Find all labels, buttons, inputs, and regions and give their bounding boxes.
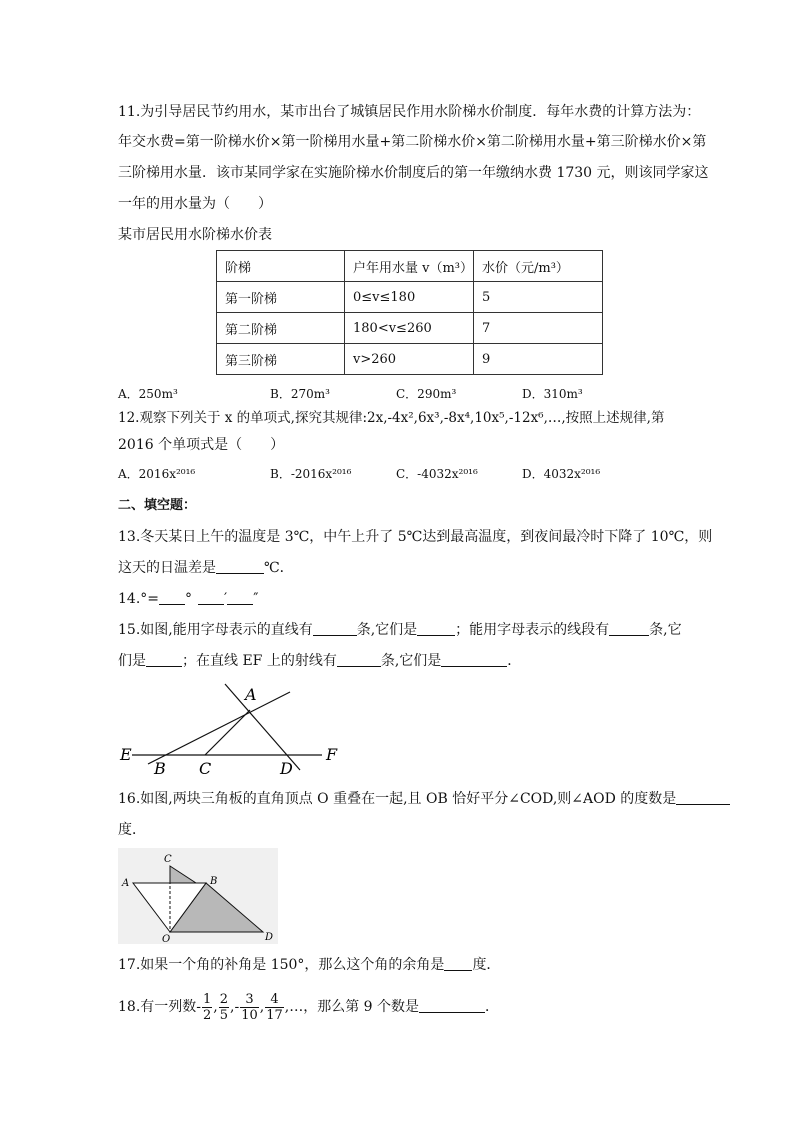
answer-blank[interactable] [441, 652, 507, 667]
point-label-a: A [122, 878, 130, 889]
q12-option-c: C．-4032x²⁰¹⁶ [396, 467, 478, 481]
fraction [202, 992, 212, 1023]
fraction-denominator: 2 [203, 1007, 212, 1023]
q15-figure [110, 680, 350, 780]
q13-line-2 [118, 558, 294, 578]
q18-end: ． [485, 999, 500, 1015]
point-label-c: C [199, 759, 212, 778]
q14-text: 14.°= [118, 591, 159, 607]
table-header-row [217, 251, 603, 282]
q16-figure [118, 848, 278, 944]
q13-unit: ℃． [264, 560, 294, 576]
point-label-c: C [164, 854, 172, 865]
q15-text: 条,它们是 [380, 653, 442, 669]
q11-option-b: B．270m³ [270, 387, 330, 401]
table-title: 某市居民用水阶梯水价表 [118, 227, 272, 243]
answer-blank[interactable] [676, 790, 730, 805]
answer-blank[interactable] [417, 621, 455, 636]
q15-text: 条,它 [649, 622, 682, 638]
table-row [217, 344, 603, 375]
q13-text: 这天的日温差是 [118, 560, 216, 576]
q15-text: 条,它们是 [356, 622, 418, 638]
q12-line-2: 2016 个单项式是（ ） [118, 437, 285, 453]
answer-blank[interactable] [159, 590, 185, 605]
q12-line-1: 12.观察下列关于 x 的单项式,探究其规律:2x,-4x²,6x³,-8x⁴,10x⁵,-12x⁶,…,按照上述规律,第 [118, 410, 665, 426]
q11-line-1: 11.为引导居民节约用水，某市出台了城镇居民作用水阶梯水价制度．每年水费的计算方法为： [118, 104, 701, 120]
point-label-o: O [162, 934, 171, 944]
q16-line-2: 度． [118, 822, 146, 838]
segment-ac [205, 710, 250, 755]
answer-blank[interactable] [419, 998, 485, 1013]
answer-blank[interactable] [216, 559, 264, 574]
minute-mark: ′ [224, 591, 228, 607]
fraction-numerator: 3 [240, 992, 259, 1008]
answer-blank[interactable] [444, 956, 472, 971]
q13-line-1: 13.冬天某日上午的温度是 3℃，中午上升了 5℃达到最高温度，到夜间最冷时下降了 10℃，则 [118, 529, 713, 545]
q12-option-a: A．2016x²⁰¹⁶ [118, 467, 196, 481]
q12-option-d: D．4032x²⁰¹⁶ [522, 467, 601, 481]
q15-text: ；能用字母表示的线段有 [455, 622, 610, 638]
q16-line-1 [118, 789, 730, 809]
fraction-numerator: 1 [203, 991, 212, 1007]
answer-blank[interactable] [337, 652, 381, 667]
q18-text: ，那么第 9 个数是 [303, 999, 420, 1015]
table-cell: 180<v≤260 [345, 313, 474, 344]
q15-text: ；在直线 EF 上的射线有 [182, 653, 337, 669]
table-row [217, 282, 603, 313]
table-header-cell: 阶梯 [217, 251, 345, 282]
q18-text: 18.有一列数 [118, 999, 197, 1015]
fraction-numerator: 4 [265, 992, 284, 1008]
q11-line-3: 三阶梯用水量．该市某同学家在实施阶梯水价制度后的第一年缴纳水费 1730 元，则该同学家这 [118, 165, 709, 181]
q11-line-4: 一年的用水量为（ ） [118, 196, 272, 212]
answer-blank[interactable] [313, 621, 357, 636]
fraction [219, 992, 229, 1023]
answer-blank[interactable] [609, 621, 649, 636]
fraction-numerator: 2 [219, 991, 229, 1007]
section-title: 二、填空题： [118, 498, 197, 513]
point-label-b: B [154, 759, 166, 778]
q15-line-2 [118, 651, 521, 671]
line-ab [148, 692, 290, 764]
table-cell: 9 [474, 344, 603, 375]
table-cell: 5 [474, 282, 603, 313]
fraction-sign: - [196, 999, 201, 1015]
table-header-cell: 水价（元/m³） [474, 251, 603, 282]
q18-line: 18.有一列数- $\frac{1}{2}$ , $\frac{2}{5}$ ,- $\frac{3}{10}$ , $\frac{4}{17}$ ,…，那么第 9 个数是 ． [118, 991, 500, 1023]
table-cell: 第一阶梯 [217, 282, 345, 313]
point-label-d: D [265, 932, 274, 943]
fraction [240, 992, 259, 1023]
table-row [217, 313, 603, 344]
q17-text: 度． [472, 957, 501, 973]
point-label-f: F [326, 745, 338, 764]
table-cell: 第三阶梯 [217, 344, 345, 375]
second-mark: ″ [253, 591, 259, 607]
q12-option-b: B．-2016x²⁰¹⁶ [270, 467, 352, 481]
table-cell: 7 [474, 313, 603, 344]
table-header-cell: 户年用水量 v（m³） [345, 251, 474, 282]
answer-blank[interactable] [227, 590, 253, 605]
point-label-e: E [120, 745, 132, 764]
ellipsis: ,… [284, 999, 304, 1015]
fraction [265, 992, 284, 1023]
fraction-sign: - [234, 999, 240, 1015]
answer-blank[interactable] [146, 652, 182, 667]
q15-line-1 [118, 620, 682, 640]
q17-line [118, 955, 500, 975]
q11-option-c: C．290m³ [396, 387, 457, 401]
q15-text: 们是 [118, 653, 146, 669]
point-label-b: B [210, 876, 218, 887]
fraction-denominator: 10 [241, 1007, 258, 1023]
q16-text: 16.如图,两块三角板的直角顶点 O 重叠在一起,且 OB 恰好平分∠COD,则∠AOD 的度数是 [118, 791, 677, 807]
answer-blank[interactable] [198, 590, 224, 605]
point-label-d: D [280, 759, 293, 778]
q15-text: 15.如图,能用字母表示的直线有 [118, 622, 313, 638]
q11-option-d: D．310m³ [522, 387, 583, 401]
q15-text: ． [507, 653, 522, 669]
table-cell: 0≤v≤180 [345, 282, 474, 313]
line-ad [225, 684, 300, 770]
q14-line [118, 589, 258, 609]
water-price-table [216, 250, 603, 375]
table-cell: v>260 [345, 344, 474, 375]
q17-text: 17.如果一个角的补角是 150°，那么这个角的余角是 [118, 957, 445, 973]
fraction-denominator: 5 [219, 1007, 229, 1023]
fraction-denominator: 17 [266, 1007, 283, 1023]
table-cell: 第二阶梯 [217, 313, 345, 344]
q11-line-2: 年交水费=第一阶梯水价×第一阶梯用水量+第二阶梯水价×第二阶梯用水量+第三阶梯水价×第 [118, 134, 707, 150]
degree-mark: ° [185, 591, 192, 607]
point-label-a: A [245, 685, 257, 704]
q11-option-a: A．250m³ [118, 387, 178, 401]
